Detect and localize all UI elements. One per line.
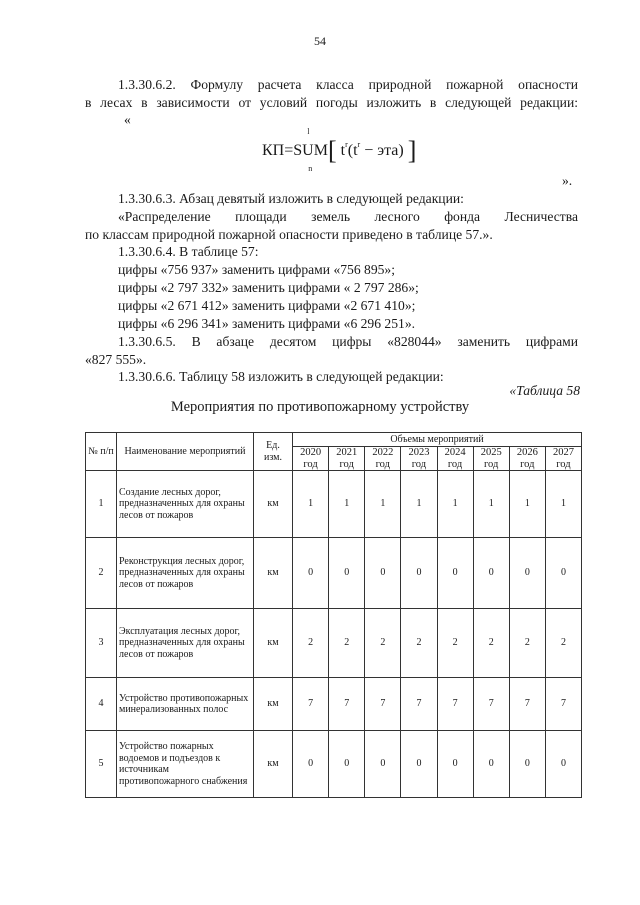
formula-bracket-close: ]	[407, 136, 417, 165]
paragraph-3-line-1: «Распределение площади земель лесного фонда Лесничества	[118, 209, 578, 224]
row-name: Реконструкция лесных дорог, предназначенных для охраны лесов от пожаров	[117, 538, 254, 609]
opening-quote: «	[124, 112, 131, 127]
row-value: 2	[293, 609, 329, 678]
formula-sum-lower: n	[308, 164, 313, 173]
measures-table	[85, 432, 582, 798]
row-name: Устройство пожарных водоемов и подъездов к источникам противопожарного снабжения	[117, 731, 254, 798]
row-value: 0	[329, 731, 365, 798]
row-value: 7	[437, 678, 473, 731]
fire-class-formula	[262, 127, 417, 173]
paragraph-2: 1.3.30.6.3. Абзац девятый изложить в следующей редакции:	[118, 191, 464, 206]
row-name: Эксплуатация лесных дорог, предназначенных для охраны лесов от пожаров	[117, 609, 254, 678]
row-value: 0	[437, 538, 473, 609]
paragraph-10: 1.3.30.6.6. Таблицу 58 изложить в следующей редакции:	[118, 369, 444, 384]
row-value: 2	[509, 609, 545, 678]
row-value: 0	[473, 731, 509, 798]
header-year: 2027 год	[545, 447, 581, 471]
row-value: 2	[545, 609, 581, 678]
row-value: 1	[293, 471, 329, 538]
formula-sum-text: SUM	[293, 142, 328, 159]
row-value: 7	[329, 678, 365, 731]
row-value: 0	[473, 538, 509, 609]
row-value: 1	[509, 471, 545, 538]
row-value: 7	[293, 678, 329, 731]
row-value: 7	[401, 678, 437, 731]
row-value: 7	[473, 678, 509, 731]
formula-paren-sup: r	[357, 140, 361, 149]
paragraph-6: цифры «2 797 332» заменить цифрами « 2 797 286»;	[118, 280, 419, 295]
header-name: Наименование мероприятий	[117, 433, 254, 471]
paragraph-8: цифры «6 296 341» заменить цифрами «6 296 251».	[118, 316, 416, 331]
formula-paren-rest: − эта)	[360, 142, 404, 159]
paragraph-5: цифры «756 937» заменить цифрами «756 895»;	[118, 262, 395, 277]
row-value: 2	[365, 609, 401, 678]
closing-quote: ».	[562, 173, 573, 188]
row-unit: км	[254, 471, 293, 538]
header-year: 2024 год	[437, 447, 473, 471]
row-value: 0	[401, 731, 437, 798]
row-value: 0	[293, 731, 329, 798]
header-year: 2026 год	[509, 447, 545, 471]
row-value: 2	[329, 609, 365, 678]
row-name: Создание лесных дорог, предназначенных для охраны лесов от пожаров	[117, 471, 254, 538]
paragraph-1-line-1: 1.3.30.6.2. Формулу расчета класса природной пожарной опасности	[118, 77, 578, 92]
row-value: 0	[545, 538, 581, 609]
formula-paren: (t	[347, 142, 358, 159]
header-volumes: Объемы мероприятий	[293, 433, 582, 447]
row-value: 1	[437, 471, 473, 538]
paragraph-4: 1.3.30.6.4. В таблице 57:	[118, 244, 259, 259]
row-value: 0	[365, 731, 401, 798]
row-value: 0	[509, 538, 545, 609]
header-year: 2021 год	[329, 447, 365, 471]
page-number: 54	[314, 34, 326, 48]
header-unit: Ед. изм.	[254, 433, 293, 471]
table-row	[86, 538, 582, 609]
header-year: 2025 год	[473, 447, 509, 471]
header-year: 2022 год	[365, 447, 401, 471]
formula-lhs: КП=	[262, 142, 294, 159]
row-value: 0	[293, 538, 329, 609]
table-row	[86, 609, 582, 678]
row-num: 3	[86, 609, 117, 678]
row-value: 1	[473, 471, 509, 538]
row-unit: км	[254, 678, 293, 731]
row-unit: км	[254, 731, 293, 798]
table-label: «Таблица 58	[509, 383, 580, 398]
row-value: 2	[473, 609, 509, 678]
formula-sum	[293, 127, 328, 173]
paragraph-9-line-1: 1.3.30.6.5. В абзаце десятом цифры «828044» заменить цифрами	[118, 334, 578, 349]
row-name: Устройство противопожарных минерализованных полос	[117, 678, 254, 731]
row-value: 7	[365, 678, 401, 731]
formula-sum-upper: l	[307, 127, 310, 136]
formula-t-sup: r	[345, 140, 348, 149]
row-value: 0	[437, 731, 473, 798]
row-value: 0	[401, 538, 437, 609]
paragraph-3-line-2: по классам природной пожарной опасности приведено в таблице 57.».	[85, 227, 493, 242]
row-value: 7	[509, 678, 545, 731]
table-row	[86, 471, 582, 538]
row-value: 1	[329, 471, 365, 538]
row-unit: км	[254, 538, 293, 609]
row-num: 5	[86, 731, 117, 798]
row-value: 2	[401, 609, 437, 678]
paragraph-7: цифры «2 671 412» заменить цифрами «2 671 410»;	[118, 298, 416, 313]
row-value: 7	[545, 678, 581, 731]
row-value: 1	[545, 471, 581, 538]
row-num: 1	[86, 471, 117, 538]
paragraph-1-line-2: в лесах в зависимости от условий погоды изложить в следующей редакции:	[85, 95, 578, 110]
paragraph-9-line-2: «827 555».	[85, 352, 147, 367]
row-num: 4	[86, 678, 117, 731]
table-row	[86, 731, 582, 798]
row-value: 1	[365, 471, 401, 538]
header-num: № п/п	[86, 433, 117, 471]
row-value: 1	[401, 471, 437, 538]
row-num: 2	[86, 538, 117, 609]
row-unit: км	[254, 609, 293, 678]
header-year: 2020 год	[293, 447, 329, 471]
row-value: 0	[329, 538, 365, 609]
row-value: 0	[509, 731, 545, 798]
header-year: 2023 год	[401, 447, 437, 471]
row-value: 0	[545, 731, 581, 798]
formula-bracket-open: [	[327, 136, 337, 165]
row-value: 2	[437, 609, 473, 678]
table-caption: Мероприятия по противопожарному устройству	[170, 399, 470, 415]
formula-t: t	[340, 142, 346, 159]
row-value: 0	[365, 538, 401, 609]
table-row	[86, 678, 582, 731]
